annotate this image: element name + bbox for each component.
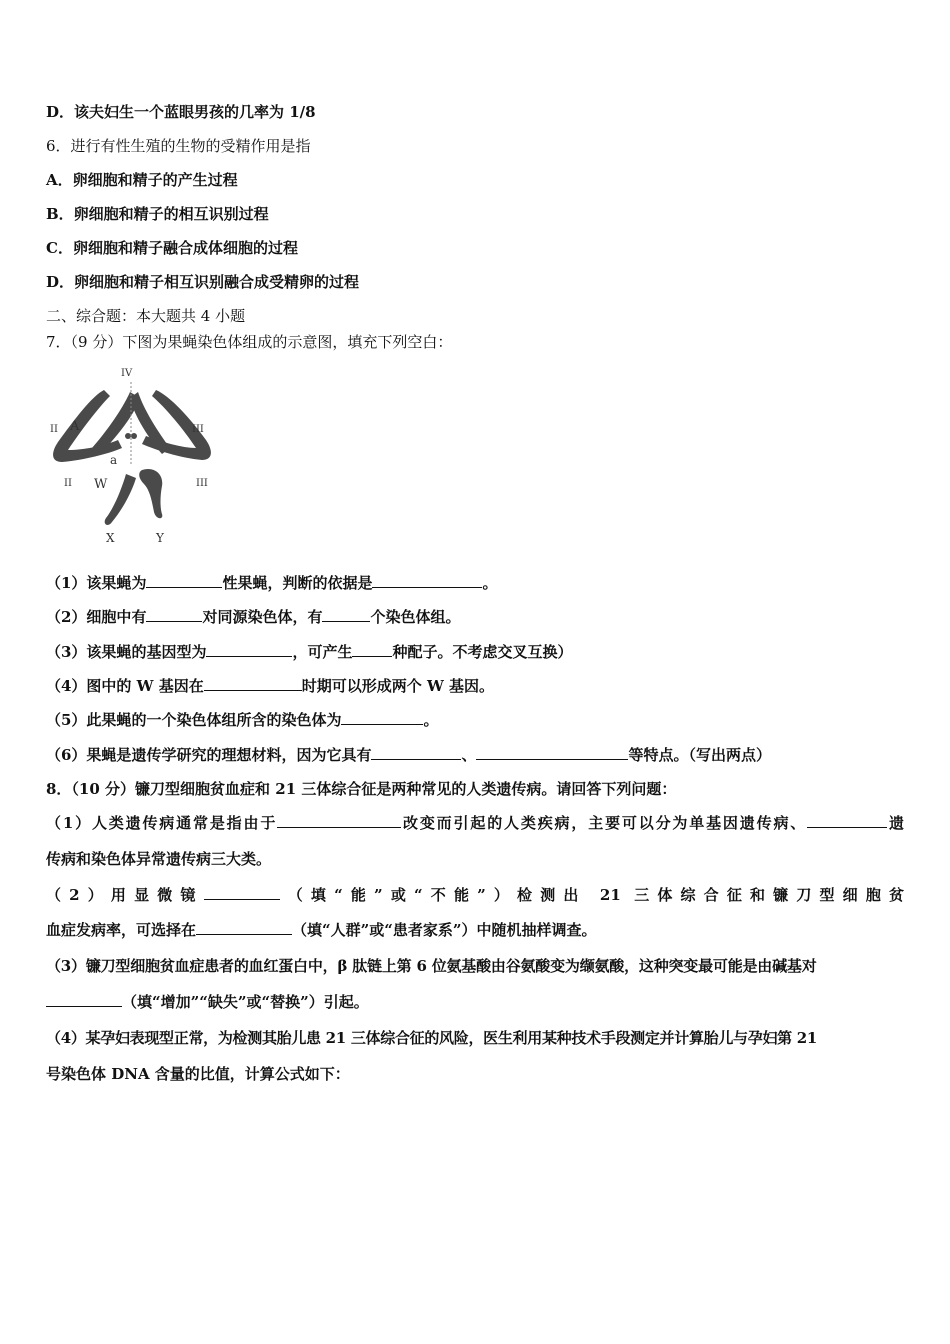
q8-part-3-line-1: （3）镰刀型细胞贫血症患者的血红蛋白中，β 肽链上第 6 位氨基酸由谷氨酸变为缬氨酸，这种突变最可能是由碱基对 xyxy=(46,957,817,975)
chromosome-iv-right xyxy=(131,433,137,439)
chromosome-y xyxy=(139,469,162,518)
q7-p6-blank-2[interactable] xyxy=(476,745,628,760)
q7-p1-blank-1[interactable] xyxy=(146,573,222,588)
q8-p2-text-b: （填“能”或“不能”）检测出 21 三体综合征和镰刀型细胞贫 xyxy=(279,886,904,904)
q7-part-3 xyxy=(46,642,572,662)
chromosome-x xyxy=(105,474,136,525)
label-y: Y xyxy=(156,531,164,545)
q8-part-2-line-2 xyxy=(46,920,597,940)
q8-p1-text-a: （1）人类遗传病通常是指由于 xyxy=(46,814,278,832)
drosophila-chromosome-figure xyxy=(44,362,224,548)
q8-p1-text-b: 改变而引起的人类疾病，主要可以分为单基因遗传病、 xyxy=(401,814,808,832)
label-x: X xyxy=(106,531,115,545)
q8-part-3-line-2 xyxy=(46,992,369,1012)
q7-p1-text-b: 性果蝇，判断的依据是 xyxy=(222,574,373,592)
q7-p2-text-c: 个染色体组。 xyxy=(370,608,461,626)
q7-p2-blank-1[interactable] xyxy=(146,607,202,622)
q8-part-1-line-1 xyxy=(46,813,904,833)
q7-stem-text: 7．（9 分）下图为果蝇染色体组成的示意图，填充下列空白： xyxy=(46,333,453,351)
q7-p1-blank-2[interactable] xyxy=(372,573,482,588)
q7-p4-blank-1[interactable] xyxy=(204,676,302,691)
q5-option-d: D．该夫妇生一个蓝眼男孩的几率为 1/8 xyxy=(46,103,316,121)
q7-p6-text-a: （6）果蝇是遗传学研究的理想材料，因为它具有 xyxy=(46,746,372,764)
label-ii-bottom: II xyxy=(64,478,72,489)
q8-part-4-line-2: 号染色体 DNA 含量的比值，计算公式如下： xyxy=(46,1065,350,1083)
q6-option-a: A．卵细胞和精子的产生过程 xyxy=(46,171,238,189)
q7-p3-blank-1[interactable] xyxy=(206,642,292,657)
label-iii-top: III xyxy=(192,424,204,435)
q8-p2-blank-2[interactable] xyxy=(196,920,292,935)
q8-p2-text-a: （2）用显微镜 xyxy=(46,886,204,904)
q7-p5-text-a: （5）此果蝇的一个染色体组所含的染色体为 xyxy=(46,711,342,729)
q8-p1-blank-2[interactable] xyxy=(807,813,887,828)
q7-p4-text-b: 时期可以形成两个 W 基因。 xyxy=(301,677,495,695)
chromosome-iv-left xyxy=(125,433,131,439)
q6-option-c: C．卵细胞和精子融合成体细胞的过程 xyxy=(46,239,298,257)
q7-part-1 xyxy=(46,573,497,593)
q7-p6-text-b: 、 xyxy=(461,746,477,764)
q8-p3-text-b: （填“增加”“缺失”或“替换”）引起。 xyxy=(122,993,369,1011)
q6-stem: 6．进行有性生殖的生物的受精作用是指 xyxy=(46,137,311,155)
q8-part-1-line-2: 传病和染色体异常遗传病三大类。 xyxy=(46,850,272,868)
q8-p2-text-d: （填“人群”或“患者家系”）中随机抽样调查。 xyxy=(292,921,597,939)
q8-stem: 8．（10 分）镰刀型细胞贫血症和 21 三体综合征是两种常见的人类遗传病。请回答下列问题： xyxy=(46,780,677,798)
q7-part-2 xyxy=(46,607,460,627)
q8-p2-text-c: 血症发病率，可选择在 xyxy=(46,921,197,939)
q7-p6-blank-1[interactable] xyxy=(371,745,461,760)
q6-option-b: B．卵细胞和精子的相互识别过程 xyxy=(46,205,269,223)
label-ii-top: II xyxy=(50,424,58,435)
q7-p2-blank-2[interactable] xyxy=(322,607,370,622)
section-2-title: 二、综合题：本大题共 4 小题 xyxy=(46,307,246,325)
q7-p3-blank-2[interactable] xyxy=(352,642,392,657)
q8-p1-blank-1[interactable] xyxy=(277,813,401,828)
q8-p2-blank-1[interactable] xyxy=(204,885,280,900)
q7-p5-blank-1[interactable] xyxy=(341,710,423,725)
q7-stem xyxy=(46,332,452,352)
q7-p2-text-b: 对同源染色体，有 xyxy=(202,608,323,626)
q7-p3-text-b: ，可产生 xyxy=(292,643,353,661)
q7-p4-text-a: （4）图中的 W 基因在 xyxy=(46,677,204,695)
q8-p3-blank-1[interactable] xyxy=(46,992,122,1007)
label-gene-a-lower: a xyxy=(110,453,118,467)
q7-part-4 xyxy=(46,676,494,696)
q7-p1-text-c: 。 xyxy=(482,574,498,592)
q7-p1-text-a: （1）该果蝇为 xyxy=(46,574,147,592)
q6-option-d: D．卵细胞和精子相互识别融合成受精卵的过程 xyxy=(46,273,360,291)
q7-p3-text-c: 种配子。不考虑交叉互换） xyxy=(392,643,573,661)
q7-p6-text-c: 等特点。（写出两点） xyxy=(628,746,771,764)
q7-p5-text-b: 。 xyxy=(423,711,439,729)
q8-p1-text-c: 遗 xyxy=(887,814,904,832)
q7-p2-text-a: （2）细胞中有 xyxy=(46,608,147,626)
label-iv: IV xyxy=(121,368,133,379)
q7-p3-text-a: （3）该果蝇的基因型为 xyxy=(46,643,207,661)
label-gene-w: W xyxy=(94,477,108,492)
label-iii-bottom: III xyxy=(196,478,208,489)
q7-part-6 xyxy=(46,745,771,765)
q8-part-4-line-1: （4）某孕妇表现型正常，为检测其胎儿患 21 三体综合征的风险，医生利用某种技术手段测定并计算胎儿与孕妇第 21 xyxy=(46,1029,818,1047)
q7-part-5 xyxy=(46,710,438,730)
label-gene-a-upper: A xyxy=(70,419,80,434)
q8-part-2-line-1 xyxy=(46,885,904,905)
